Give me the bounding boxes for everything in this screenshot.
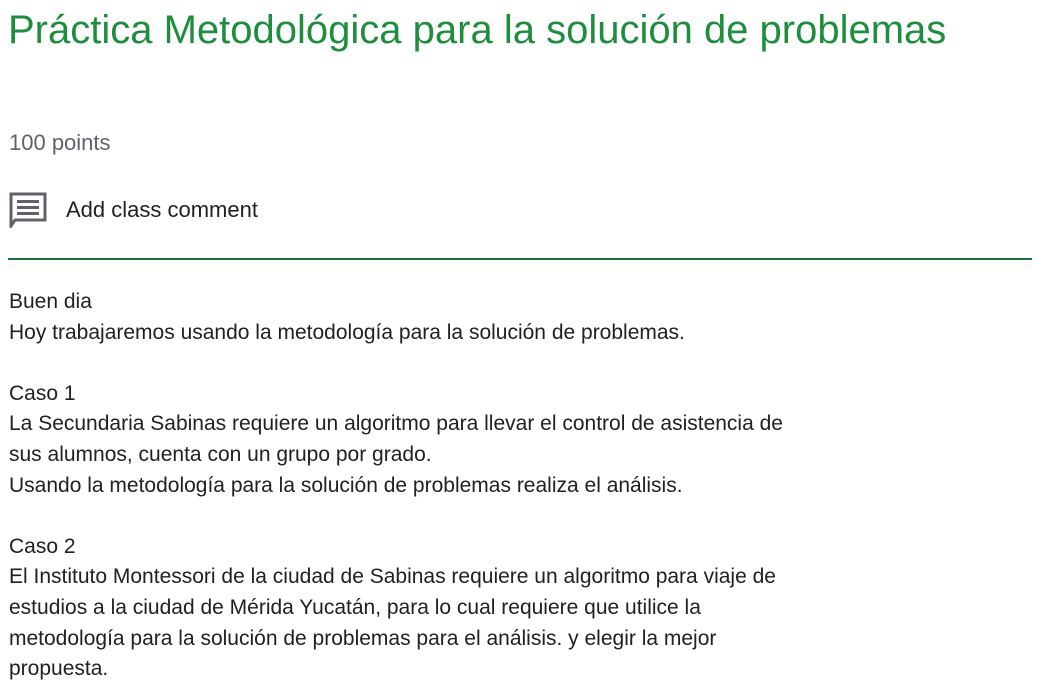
assignment-description [9, 287, 1019, 685]
assignment-title: Práctica Metodológica para la solución de problemas [8, 8, 947, 52]
add-class-comment-button[interactable] [9, 190, 258, 230]
paragraph-gap [9, 501, 1019, 532]
paragraph-gap [9, 348, 1019, 379]
case-2-heading: Caso 2 [9, 534, 76, 558]
case-1-line-1: La Secundaria Sabinas requiere un algoritmo para llevar el control de asistencia de [9, 412, 783, 436]
points-label: 100 points [9, 130, 111, 155]
case-1-line-2: sus alumnos, cuenta con un grupo por grado. [9, 442, 432, 466]
greeting-text: Buen dia [9, 290, 92, 313]
case-2-line-4: propuesta. [9, 657, 109, 681]
case-2-line-2: estudios a la ciudad de Mérida Yucatán, para lo cual requiere que utilice la [9, 595, 701, 619]
case-2-line-3: metodología para la solución de problemas para el análisis. y elegir la mejor [9, 626, 717, 650]
add-class-comment-label: Add class comment [66, 197, 258, 222]
case-1-line-3: Usando la metodología para la solución de problemas realiza el análisis. [9, 473, 683, 497]
divider [8, 258, 1032, 260]
intro-text: Hoy trabajaremos usando la metodología para la solución de problemas. [9, 320, 685, 344]
comment-icon [9, 190, 49, 230]
case-1-heading: Caso 1 [9, 381, 76, 405]
case-2-line-1: El Instituto Montessori de la ciudad de Sabinas requiere un algoritmo para viaje de [9, 565, 776, 589]
